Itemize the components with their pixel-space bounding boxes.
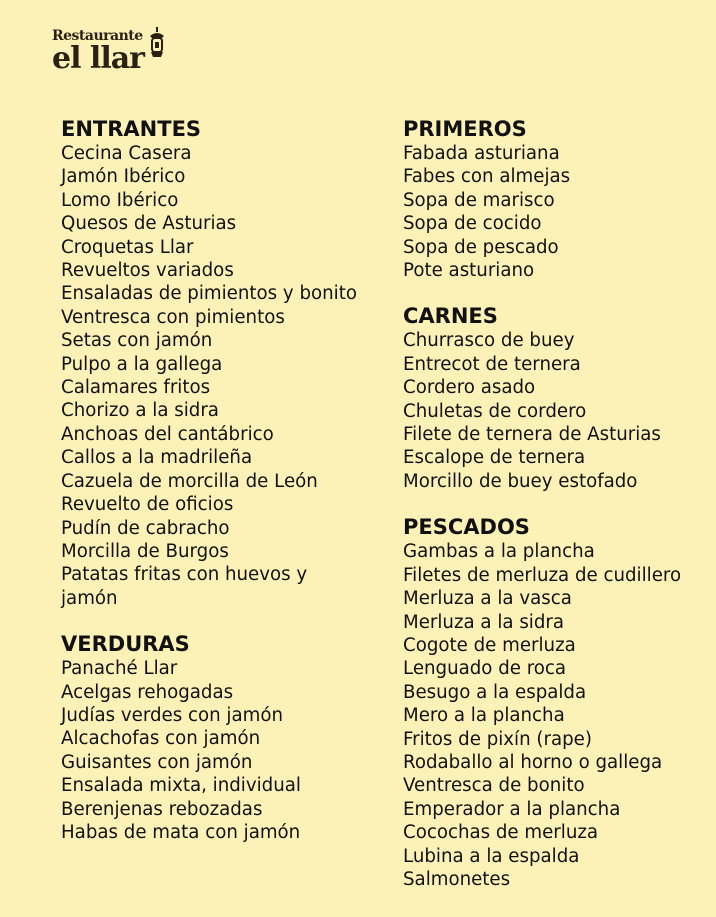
dish-item: Pote asturiano — [403, 260, 535, 282]
dish-item: Besugo a la espalda — [403, 681, 587, 703]
menu-left-column — [61, 117, 361, 866]
menu-section-entrantes — [61, 117, 361, 610]
dish-list — [403, 329, 703, 493]
lamp-icon — [146, 26, 168, 62]
menu-section-primeros — [403, 117, 703, 282]
dish-item: Habas de mata con jamón — [61, 821, 301, 843]
dish-item: Ensaladas de pimientos y bonito — [61, 283, 357, 305]
dish-item: Revuelto de oficios — [61, 494, 234, 516]
dish-item: Morcilla de Burgos — [61, 540, 229, 562]
dish-item: Sopa de pescado — [403, 236, 559, 258]
dish-item: Merluza a la vasca — [403, 588, 572, 610]
dish-item: Ventresca de bonito — [403, 775, 585, 797]
menu-section-verduras — [61, 632, 361, 844]
dish-item: Pulpo a la gallega — [61, 353, 223, 375]
dish-item: Churrasco de buey — [403, 330, 575, 352]
dish-item: Guisantes con jamón — [61, 751, 253, 773]
dish-item: Fabada asturiana — [403, 143, 560, 164]
dish-item: Alcachofas con jamón — [61, 728, 261, 750]
dish-item: Setas con jamón — [61, 330, 213, 352]
dish-item: Fritos de pixín (rape) — [403, 728, 592, 750]
dish-item: Patatas fritas con huevos y jamón — [61, 564, 308, 609]
dish-item: Judías verdes con jamón — [61, 704, 283, 726]
dish-item: Sopa de marisco — [403, 189, 555, 211]
menu-section-carnes — [403, 304, 703, 493]
dish-list — [61, 657, 361, 844]
dish-item: Morcillo de buey estofado — [403, 470, 638, 492]
logo-subtitle: Restaurante — [52, 28, 143, 44]
dish-item: Chuletas de cordero — [403, 400, 587, 422]
dish-item: Callos a la madrileña — [61, 447, 253, 469]
section-heading: ENTRANTES — [61, 117, 202, 141]
dish-item: Lenguado de roca — [403, 658, 567, 680]
dish-item: Emperador a la plancha — [403, 798, 621, 820]
dish-item: Merluza a la sidra — [403, 611, 565, 633]
dish-item: Filete de ternera de Asturias — [403, 424, 661, 446]
dish-item: Mero a la plancha — [403, 705, 565, 727]
dish-item: Sopa de cocido — [403, 213, 542, 235]
menu-right-column — [403, 117, 703, 913]
dish-list — [61, 142, 361, 610]
dish-item: Ventresca con pimientos — [61, 306, 285, 328]
dish-item: Salmonetes — [403, 868, 511, 890]
dish-item: Ensalada mixta, individual — [61, 775, 301, 797]
dish-item: Cordero asado — [403, 377, 536, 399]
dish-item: Croquetas Llar — [61, 236, 194, 258]
dish-item: Chorizo a la sidra — [61, 400, 219, 422]
dish-item: Anchoas del cantábrico — [61, 423, 274, 445]
dish-item: Berenjenas rebozadas — [61, 798, 263, 820]
section-heading: VERDURAS — [61, 632, 190, 657]
dish-item: Cecina Casera — [61, 143, 192, 164]
dish-item: Filetes de merluza de cudillero — [403, 564, 682, 586]
dish-item: Fabes con almejas — [403, 166, 571, 188]
dish-list — [403, 142, 703, 282]
dish-item: Panaché Llar — [61, 658, 178, 680]
dish-item: Cogote de merluza — [403, 634, 576, 656]
dish-item: Cazuela de morcilla de León — [61, 470, 318, 492]
dish-item: Gambas a la plancha — [403, 541, 595, 563]
dish-item: Cocochas de merluza — [403, 822, 599, 844]
dish-item: Pudín de cabracho — [61, 517, 230, 539]
dish-item: Lomo Ibérico — [61, 189, 179, 211]
dish-item: Calamares fritos — [61, 377, 211, 399]
dish-item: Entrecot de ternera — [403, 353, 581, 375]
logo-title: el llar — [52, 41, 144, 76]
section-heading: PRIMEROS — [403, 117, 527, 141]
menu-section-pescados — [403, 515, 703, 891]
dish-item: Acelgas rehogadas — [61, 681, 234, 703]
restaurant-logo — [52, 26, 172, 86]
dish-item: Escalope de ternera — [403, 447, 586, 469]
dish-item: Jamón Ibérico — [61, 166, 186, 188]
dish-item: Lubina a la espalda — [403, 845, 580, 867]
dish-item: Rodaballo al horno o gallega — [403, 751, 663, 773]
section-heading: CARNES — [403, 304, 498, 329]
section-heading: PESCADOS — [403, 515, 530, 540]
dish-item: Revueltos variados — [61, 260, 234, 282]
dish-list — [403, 540, 703, 891]
dish-item: Quesos de Asturias — [61, 213, 237, 235]
